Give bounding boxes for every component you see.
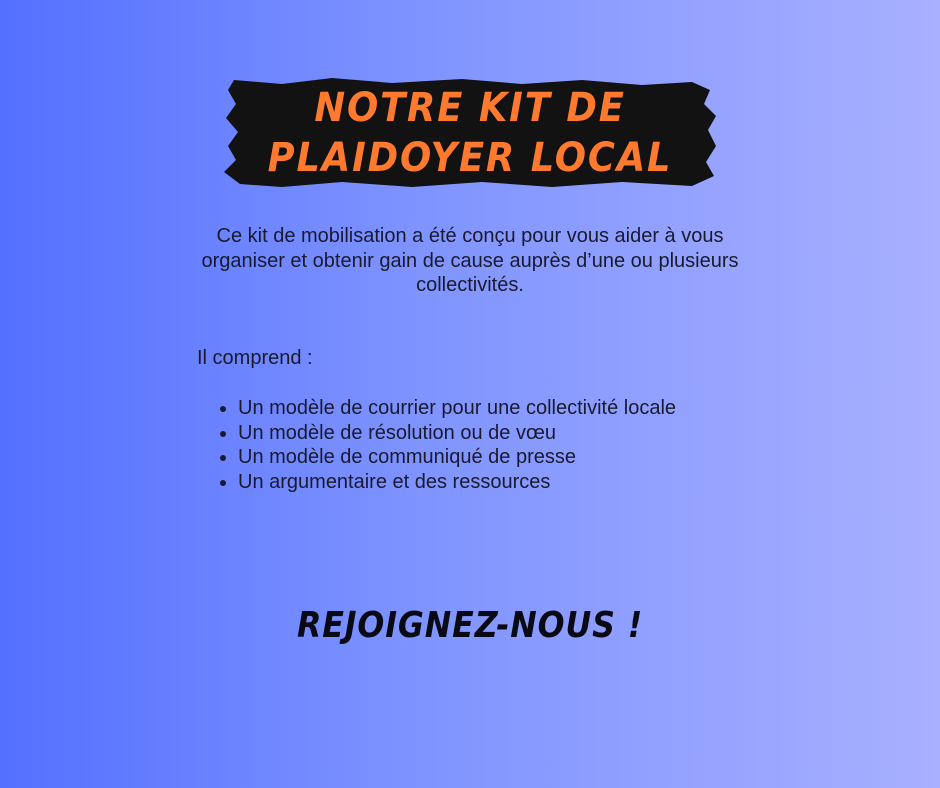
list-item: • Un argumentaire et des ressources: [238, 470, 778, 495]
call-to-action: REJOIGNEZ-NOUS !: [296, 605, 644, 646]
list-heading: Il comprend :: [197, 347, 313, 369]
kit-contents-list: [197, 396, 778, 494]
title-line-1: NOTRE KIT DE: [314, 85, 626, 131]
list-item: • Un modèle de résolution ou de vœu: [238, 421, 778, 446]
list-item: • Un modèle de courrier pour une collectivité locale: [238, 396, 778, 421]
page-title: [242, 76, 698, 190]
title-banner: [222, 76, 718, 190]
intro-paragraph: Ce kit de mobilisation a été conçu pour vous aider à vous organiser et obtenir gain de cause auprès d’une ou plusieurs collectivités.: [201, 225, 739, 296]
list-item: • Un modèle de communiqué de presse: [238, 445, 778, 470]
title-line-2: PLAIDOYER LOCAL: [267, 135, 673, 181]
